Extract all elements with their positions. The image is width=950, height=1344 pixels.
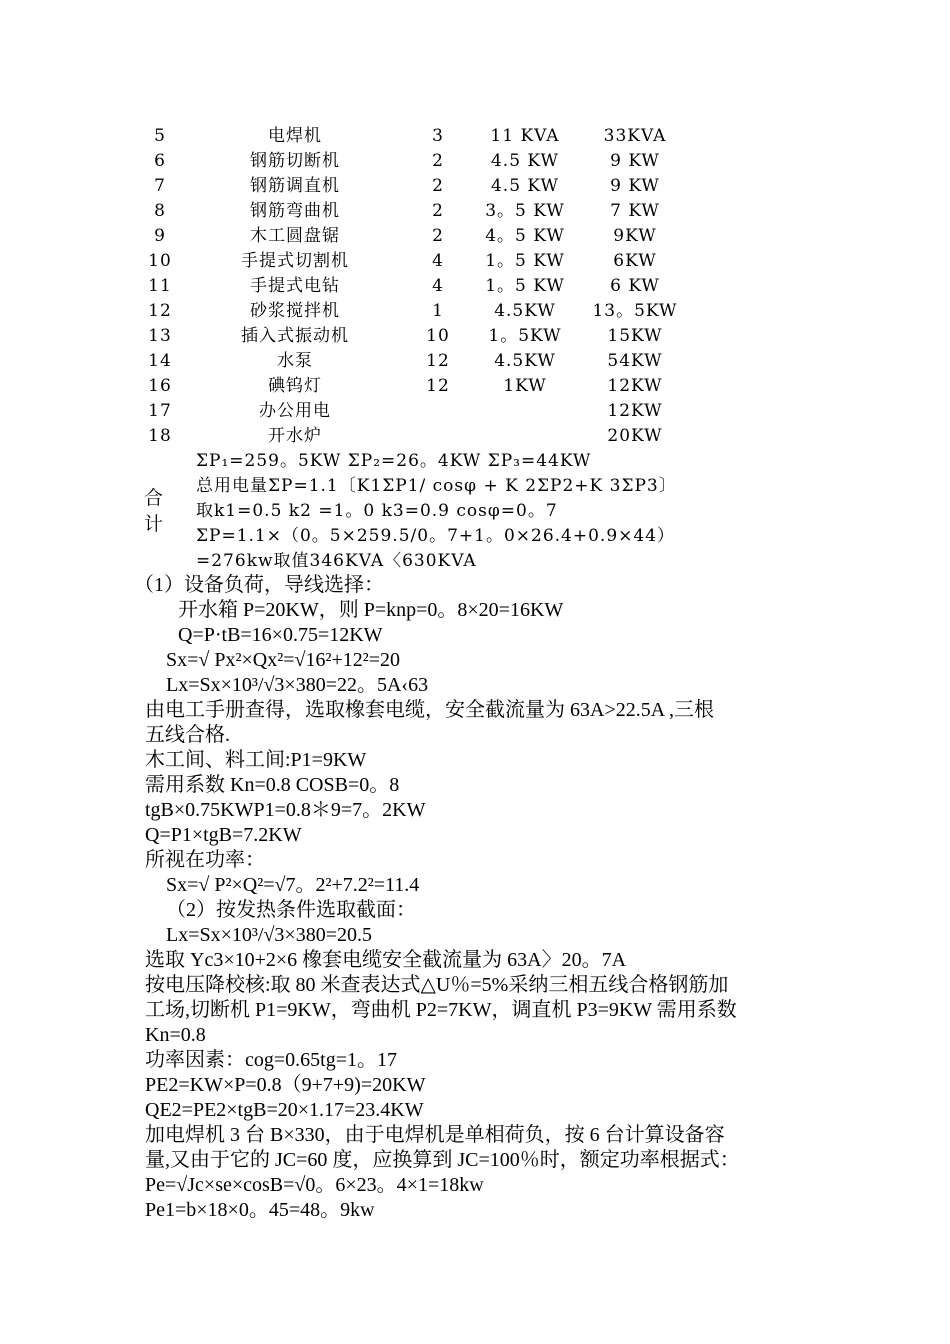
equipment-name: 碘钨灯 <box>268 376 322 396</box>
text-line: 五线合格. <box>145 724 230 746</box>
equipment-name: 钢筋调直机 <box>250 176 340 196</box>
total-power: 6 KW <box>610 276 660 296</box>
total-power: 54KW <box>607 351 663 371</box>
row-number: 14 <box>148 351 172 371</box>
row-number: 8 <box>154 201 166 221</box>
unit-power: 1。5 KW <box>485 276 565 296</box>
equipment-name: 开水炉 <box>268 426 322 446</box>
table-row <box>0 399 950 424</box>
totals-label-char: 合 <box>144 487 164 509</box>
equipment-quantity: 12 <box>426 351 450 371</box>
text-line: tgB×0.75KWP1=0.8＊9=7。2KW <box>145 799 426 821</box>
equipment-name: 砂浆搅拌机 <box>250 301 340 321</box>
total-power: 13。5KW <box>592 301 678 321</box>
text-line: Kn=0.8 <box>145 1024 206 1046</box>
total-power: 33KVA <box>603 126 667 146</box>
table-row <box>0 424 950 449</box>
text-line: QE2=PE2×tgB=20×1.17=23.4KW <box>145 1099 424 1121</box>
unit-power: 4.5 KW <box>490 151 559 171</box>
unit-power: 11 KVA <box>490 126 560 146</box>
total-power: 9KW <box>613 226 657 246</box>
text-line: 所视在功率： <box>145 849 265 871</box>
text-line: Pe=√Jc×se×cosB=√0。6×23。4×1=18kw <box>145 1174 484 1196</box>
text-line: Sx=√ P²×Q²=√7。2²+7.2²=11.4 <box>166 874 420 896</box>
total-power: 6KW <box>613 251 657 271</box>
text-line: Sx=√ Px²×Qx²=√16²+12²=20 <box>166 649 401 671</box>
table-row <box>0 274 950 299</box>
text-line: 加电焊机 3 台 B×330，由于电焊机是单相荷负，按 6 台计算设备容 <box>145 1124 725 1146</box>
total-power: 12KW <box>607 376 663 396</box>
text-line: 功率因素：cog=0.65tg=1。17 <box>145 1049 397 1071</box>
equipment-quantity: 2 <box>432 226 444 246</box>
equipment-quantity: 4 <box>432 251 444 271</box>
text-line: 由电工手册查得，选取橡套电缆，安全截流量为 63A>22.5A ,三根 <box>145 699 715 721</box>
row-number: 18 <box>148 426 172 446</box>
unit-power: 1。5 KW <box>485 251 565 271</box>
row-number: 12 <box>148 301 172 321</box>
section-heading: （2）按发热条件选取截面： <box>166 899 416 921</box>
equipment-name: 水泵 <box>277 351 313 371</box>
table-row <box>0 149 950 174</box>
equipment-name: 手提式电钻 <box>250 276 340 296</box>
equipment-name: 木工圆盘锯 <box>250 226 340 246</box>
unit-power: 4。5 KW <box>485 226 565 246</box>
table-row <box>0 199 950 224</box>
equipment-name: 办公用电 <box>259 401 331 421</box>
text-line: Lx=Sx×10³/√3×380=20.5 <box>166 924 372 946</box>
text-line: 选取 Yc3×10+2×6 橡套电缆安全截流量为 63A〉20。7A <box>145 949 627 971</box>
text-line: 量,又由于它的 JC=60 度，应换算到 JC=100％时，额定功率根据式： <box>145 1149 740 1171</box>
text-line: 需用系数 Kn=0.8 COSB=0。8 <box>145 774 400 796</box>
unit-power: 4.5KW <box>494 351 556 371</box>
equipment-quantity: 4 <box>432 276 444 296</box>
equipment-quantity: 3 <box>432 126 444 146</box>
unit-power: 4.5KW <box>494 301 556 321</box>
row-number: 17 <box>148 401 172 421</box>
row-number: 5 <box>154 126 166 146</box>
row-number: 13 <box>148 326 172 346</box>
text-line: Pe1=b×18×0。45=48。9kw <box>145 1199 375 1221</box>
table-row <box>0 349 950 374</box>
total-power: 9 KW <box>610 176 660 196</box>
unit-power: 1。5KW <box>488 326 562 346</box>
table-row <box>0 299 950 324</box>
text-line: PE2=KW×P=0.8（9+7+9)=20KW <box>145 1074 426 1096</box>
unit-power: 3。5 KW <box>485 201 565 221</box>
row-number: 10 <box>148 251 172 271</box>
total-power: 7 KW <box>610 201 660 221</box>
section-heading: （1）设备负荷，导线选择： <box>134 574 384 596</box>
totals-label-char: 计 <box>144 513 164 535</box>
equipment-quantity: 10 <box>426 326 450 346</box>
row-number: 7 <box>154 176 166 196</box>
row-number: 16 <box>148 376 172 396</box>
total-power: 9 KW <box>610 151 660 171</box>
equipment-quantity: 1 <box>432 301 444 321</box>
totals-coefficients: 取k1=0.5 k2 =1。0 k3=0.9 cosφ=0。7 <box>196 501 558 521</box>
equipment-name: 插入式振动机 <box>241 326 349 346</box>
totals-formula: 总用电量ΣP=1.1〔K1ΣP1/ cosφ + K 2ΣP2+K 3ΣP3〕 <box>196 476 677 496</box>
totals-substitution: ΣP=1.1×（0。5×259.5/0。7+1。0×26.4+0.9×44） <box>196 526 676 546</box>
text-line: 按电压降校核:取 80 米查表达式△U％=5%采纳三相五线合格钢筋加 <box>145 974 729 996</box>
equipment-quantity: 12 <box>426 376 450 396</box>
total-power: 20KW <box>607 426 663 446</box>
unit-power: 4.5 KW <box>490 176 559 196</box>
equipment-quantity: 2 <box>432 176 444 196</box>
total-power: 12KW <box>607 401 663 421</box>
totals-subtotals: ΣP₁=259。5KW ΣP₂=26。4KW ΣP₃=44KW <box>196 451 592 471</box>
table-row <box>0 124 950 149</box>
row-number: 11 <box>148 276 172 296</box>
totals-label <box>144 485 166 537</box>
equipment-name: 钢筋弯曲机 <box>250 201 340 221</box>
equipment-name: 电焊机 <box>268 126 322 146</box>
unit-power: 1KW <box>503 376 547 396</box>
text-line: 工场,切断机 P1=9KW，弯曲机 P2=7KW，调直机 P3=9KW 需用系数 <box>145 999 737 1021</box>
equipment-name: 手提式切割机 <box>241 251 349 271</box>
equipment-quantity: 2 <box>432 151 444 171</box>
text-line: 木工间、料工间:P1=9KW <box>145 749 367 771</box>
text-line: Q=P·tB=16×0.75=12KW <box>178 624 383 646</box>
total-power: 15KW <box>607 326 663 346</box>
table-row <box>0 249 950 274</box>
totals-result: =276kw取值346KVA〈630KVA <box>196 551 477 571</box>
text-line: Lx=Sx×10³/√3×380=22。5A‹63 <box>166 674 429 696</box>
row-number: 6 <box>154 151 166 171</box>
table-row <box>0 374 950 399</box>
text-line: Q=P1×tgB=7.2KW <box>145 824 302 846</box>
equipment-name: 钢筋切断机 <box>250 151 340 171</box>
table-row <box>0 224 950 249</box>
equipment-quantity: 2 <box>432 201 444 221</box>
table-row <box>0 174 950 199</box>
row-number: 9 <box>154 226 166 246</box>
table-row <box>0 324 950 349</box>
text-line: 开水箱 P=20KW，则 P=knp=0。8×20=16KW <box>178 599 564 621</box>
